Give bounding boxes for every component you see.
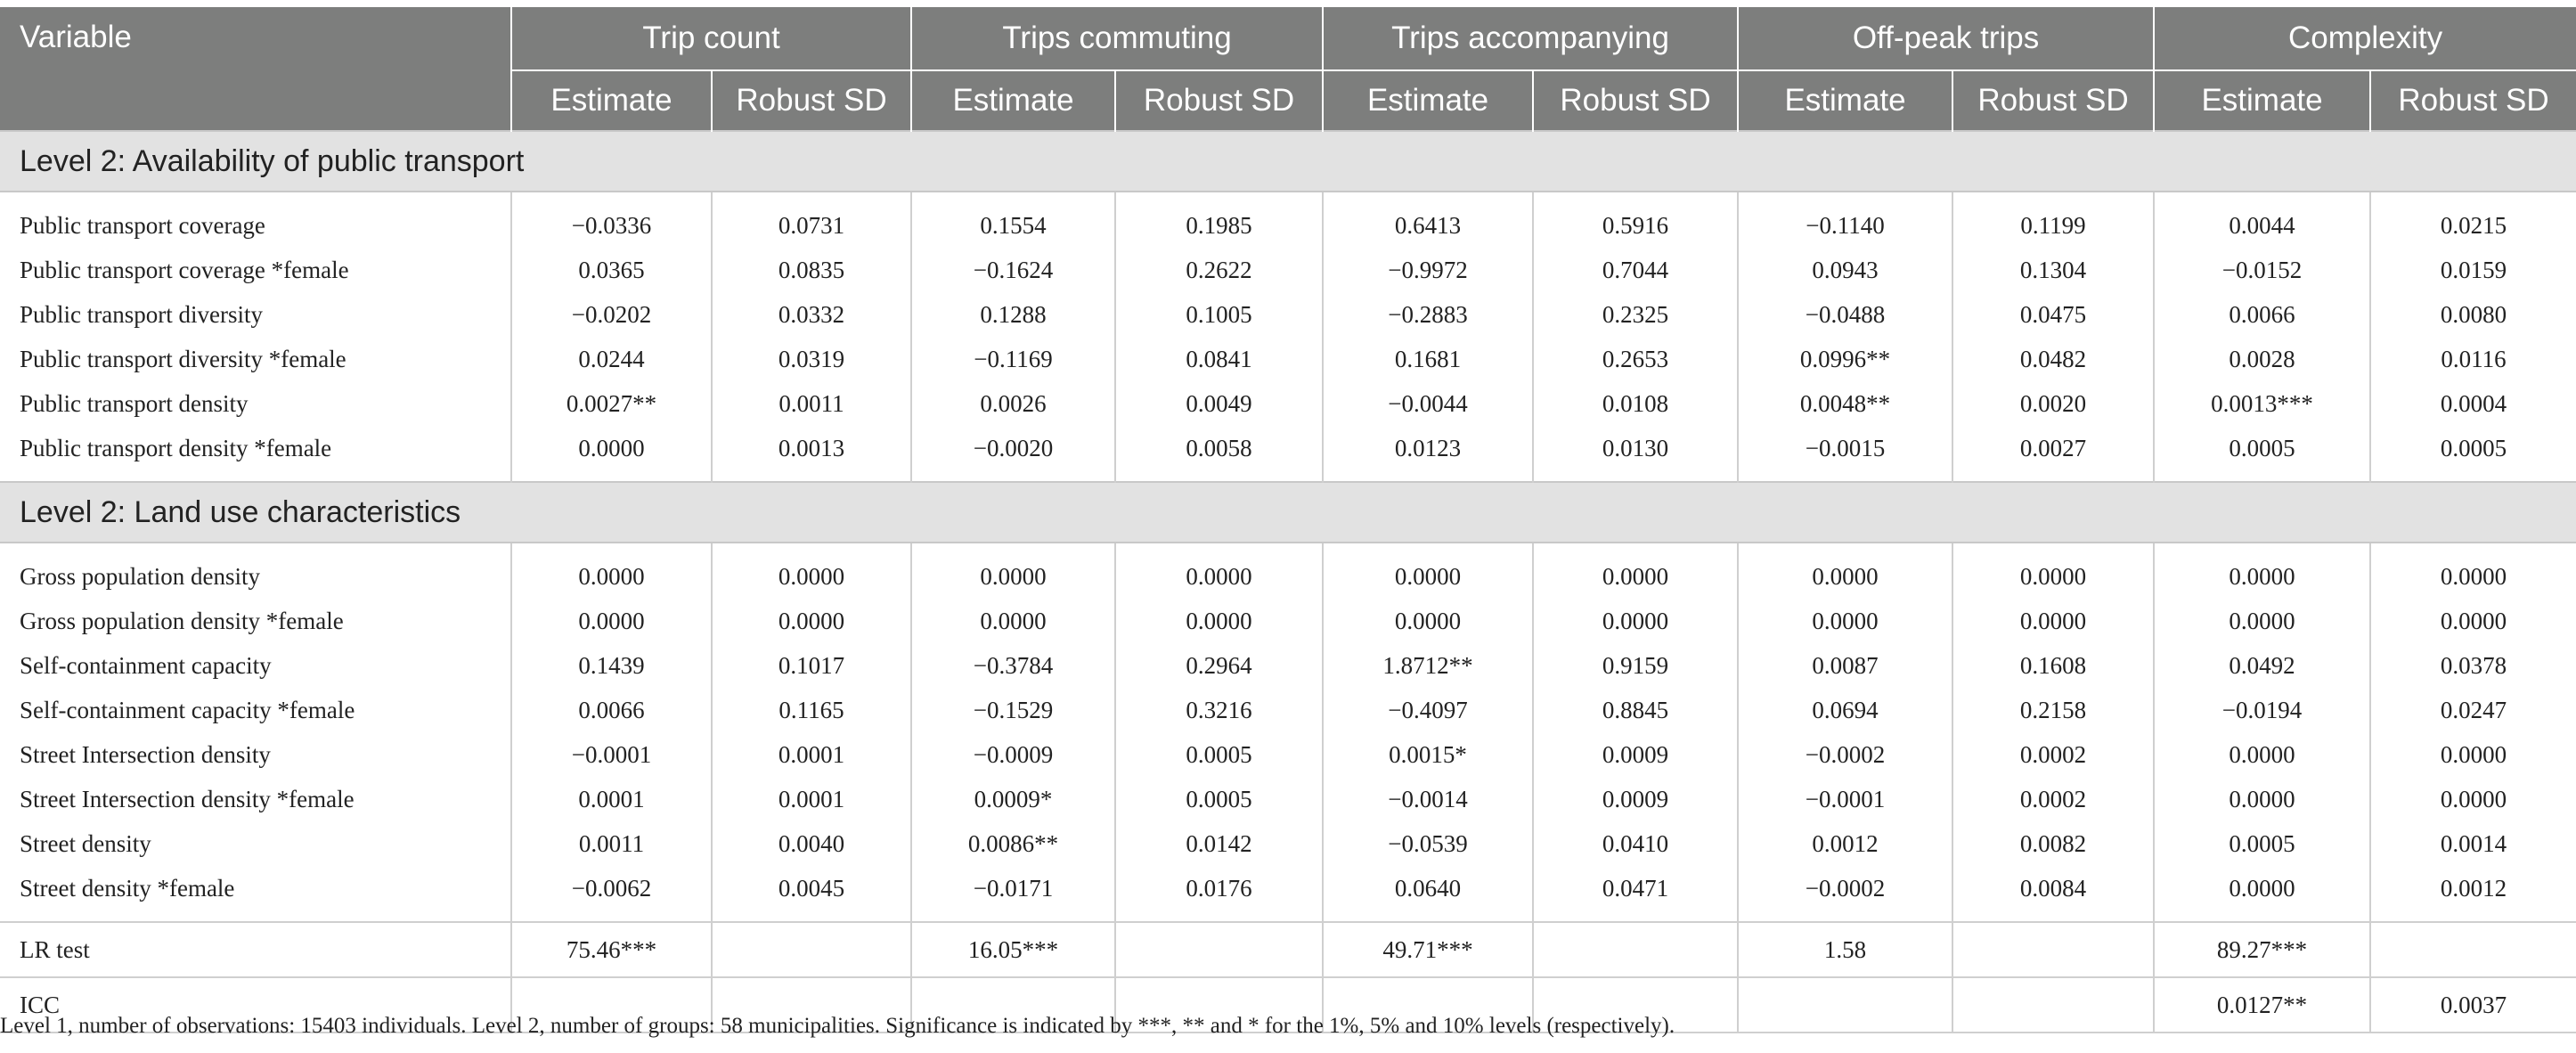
estimate-cell: 0.0001 — [511, 777, 712, 821]
robust-sd-cell: 0.0215 — [2440, 211, 2507, 239]
robust-sd-cell: 0.0475 — [1952, 292, 2154, 337]
estimate-cell: 0.0943 — [1738, 248, 1952, 292]
estimate-cell: −0.3784 — [911, 643, 1115, 688]
robust-sd-cell: 0.2622 — [1115, 248, 1323, 292]
table-row — [0, 192, 2576, 248]
estimate-cell: −0.1624 — [911, 248, 1115, 292]
table-row — [0, 426, 2576, 482]
robust-sd-cell: 0.0000 — [1952, 543, 2154, 599]
robust-sd-cell: 0.2964 — [1115, 643, 1323, 688]
variable-name-cell: Public transport coverage *female — [0, 248, 511, 292]
robust-sd-cell: 0.0000 — [1533, 543, 1738, 599]
table-row — [0, 777, 2576, 821]
variable-name-cell: ICC — [0, 977, 511, 1033]
estimate-cell: 0.0000 — [2154, 543, 2370, 599]
robust-sd-cell: 0.0000 — [712, 599, 911, 643]
estimate-cell: −0.0020 — [911, 426, 1115, 482]
estimate-cell: −0.0194 — [2154, 688, 2370, 732]
estimate-cell: −0.1169 — [911, 337, 1115, 381]
estimate-cell: 0.0000 — [511, 543, 712, 599]
robust-sd-cell: 0.0000 — [712, 543, 911, 599]
robust-sd-cell: 0.0378 — [2440, 651, 2507, 679]
robust-sd-cell: 0.7044 — [1533, 248, 1738, 292]
robust-sd-cell: 0.0130 — [1533, 426, 1738, 482]
robust-sd-cell: 0.9159 — [1533, 643, 1738, 688]
robust-sd-cell: 0.0011 — [712, 381, 911, 426]
sub-header-robust-sd: Robust SD — [1115, 70, 1323, 131]
variable-name-cell: Street density — [0, 821, 511, 866]
estimate-cell: 0.1681 — [1323, 337, 1533, 381]
estimate-cell: −0.1529 — [911, 688, 1115, 732]
robust-sd-cell: 0.0471 — [1533, 866, 1738, 922]
estimate-cell: 0.0012 — [1738, 821, 1952, 866]
estimate-cell: −0.0062 — [511, 866, 712, 922]
robust-sd-cell: 0.0009 — [1533, 777, 1738, 821]
estimate-cell: 0.0000 — [911, 543, 1115, 599]
variable-name-cell: Street density *female — [0, 866, 511, 922]
robust-sd-cell: 0.5916 — [1533, 192, 1738, 248]
variable-name-cell: Gross population density *female — [0, 599, 511, 643]
estimate-cell: −0.0014 — [1323, 777, 1533, 821]
estimate-cell: 0.0005 — [2154, 426, 2370, 482]
group-header-trips-accompanying: Trips accompanying — [1323, 7, 1738, 70]
estimate-cell: 75.46*** — [511, 922, 712, 977]
variable-name-cell: Public transport density — [0, 381, 511, 426]
estimate-cell: 0.0000 — [2154, 777, 2370, 821]
variable-name-cell: Self-containment capacity *female — [0, 688, 511, 732]
table-row — [0, 688, 2576, 732]
estimate-cell: 0.0127** — [2154, 977, 2370, 1033]
sub-header-estimate: Estimate — [1738, 70, 1952, 131]
table-row — [0, 821, 2576, 866]
estimate-cell: 0.0028 — [2154, 337, 2370, 381]
table-footnote: Level 1, number of observations: 15403 individuals. Level 2, number of groups: 58 municipalities. Significance is indicated by ***, ** and * for the 1%, 5% and 10% levels (respectively). — [0, 1014, 1675, 1038]
estimate-cell: −0.0488 — [1738, 292, 1952, 337]
robust-sd-cell: 0.8845 — [1533, 688, 1738, 732]
table-row — [0, 599, 2576, 643]
variable-name-cell: Public transport density *female — [0, 426, 511, 482]
estimate-cell: 1.58 — [1738, 922, 1952, 977]
robust-sd-cell: 0.1608 — [1952, 643, 2154, 688]
robust-sd-cell: 0.0116 — [2441, 345, 2507, 372]
robust-sd-cell: 0.0005 — [1115, 732, 1323, 777]
estimate-cell: 0.0640 — [1323, 866, 1533, 922]
robust-sd-cell: 0.0000 — [2440, 740, 2507, 768]
estimate-cell: −0.0015 — [1738, 426, 1952, 482]
robust-sd-cell: 0.1017 — [712, 643, 911, 688]
table-row — [0, 866, 2576, 922]
estimate-cell: 0.0123 — [1323, 426, 1533, 482]
robust-sd-cell: 0.1165 — [712, 688, 911, 732]
sub-header-estimate: Estimate — [511, 70, 712, 131]
estimate-cell: 1.8712** — [1323, 643, 1533, 688]
estimate-cell: −0.1140 — [1738, 192, 1952, 248]
robust-sd-cell: 0.0058 — [1115, 426, 1323, 482]
robust-sd-cell: 0.0012 — [2440, 874, 2507, 902]
table-row — [0, 381, 2576, 426]
estimate-cell: 0.6413 — [1323, 192, 1533, 248]
estimate-cell: 0.0000 — [1738, 599, 1952, 643]
section-title: Level 2: Availability of public transport — [0, 131, 2576, 192]
robust-sd-cell — [1952, 922, 2154, 977]
estimate-cell: 0.0000 — [2154, 599, 2370, 643]
estimate-cell: 0.0000 — [1323, 599, 1533, 643]
estimate-cell: 0.0013*** — [2154, 381, 2370, 426]
sub-header-robust-sd: Robust SD — [712, 70, 911, 131]
estimate-cell: 0.1554 — [911, 192, 1115, 248]
robust-sd-cell: 0.0835 — [712, 248, 911, 292]
estimate-cell: −0.0001 — [511, 732, 712, 777]
robust-sd-cell: 0.0000 — [1533, 599, 1738, 643]
robust-sd-cell: 0.0000 — [1952, 599, 2154, 643]
robust-sd-cell — [1115, 922, 1323, 977]
estimate-cell: −0.0002 — [1738, 732, 1952, 777]
robust-sd-cell: 0.0841 — [1115, 337, 1323, 381]
robust-sd-cell: 0.0332 — [712, 292, 911, 337]
robust-sd-cell: 0.0247 — [2440, 696, 2507, 723]
table-row — [0, 732, 2576, 777]
robust-sd-cell: 0.0410 — [1533, 821, 1738, 866]
variable-name-cell: Public transport coverage — [0, 192, 511, 248]
robust-sd-cell: 0.0045 — [712, 866, 911, 922]
robust-sd-cell: 0.0005 — [1115, 777, 1323, 821]
variable-name-cell: Public transport diversity — [0, 292, 511, 337]
robust-sd-cell: 0.2325 — [1533, 292, 1738, 337]
estimate-cell: 0.0365 — [511, 248, 712, 292]
estimate-cell — [1738, 977, 1952, 1033]
estimate-cell: −0.0002 — [1738, 866, 1952, 922]
estimate-cell: 0.0000 — [2154, 866, 2370, 922]
group-header-off-peak-trips: Off-peak trips — [1738, 7, 2154, 70]
estimate-cell: 0.0087 — [1738, 643, 1952, 688]
group-header-complexity: Complexity — [2154, 7, 2576, 70]
estimate-cell: 0.0000 — [911, 599, 1115, 643]
robust-sd-cell: 0.0037 — [2370, 977, 2576, 1033]
robust-sd-cell — [712, 922, 911, 977]
robust-sd-cell: 0.1005 — [1115, 292, 1323, 337]
estimate-cell: 0.0027** — [511, 381, 712, 426]
estimate-cell: −0.0001 — [1738, 777, 1952, 821]
robust-sd-cell: 0.0082 — [1952, 821, 2154, 866]
section-header-row — [0, 131, 2576, 192]
robust-sd-cell: 0.0159 — [2440, 256, 2507, 283]
robust-sd-cell: 0.0000 — [2440, 785, 2507, 812]
table-row — [0, 337, 2576, 381]
robust-sd-cell: 0.0040 — [712, 821, 911, 866]
robust-sd-cell — [1533, 922, 1738, 977]
robust-sd-cell: 0.0005 — [2440, 434, 2507, 461]
estimate-cell: −0.0202 — [511, 292, 712, 337]
robust-sd-cell: 0.0142 — [1115, 821, 1323, 866]
robust-sd-cell: 0.0001 — [712, 732, 911, 777]
estimate-cell: −0.0044 — [1323, 381, 1533, 426]
robust-sd-cell: 0.1199 — [1952, 192, 2154, 248]
robust-sd-cell: 0.0014 — [2440, 829, 2507, 857]
table-row — [0, 292, 2576, 337]
estimate-cell: 0.0011 — [511, 821, 712, 866]
estimate-cell: 0.0996** — [1738, 337, 1952, 381]
estimate-cell: 0.0026 — [911, 381, 1115, 426]
robust-sd-cell: 0.0002 — [1952, 732, 2154, 777]
estimate-cell: 49.71*** — [1323, 922, 1533, 977]
robust-sd-cell: 0.0000 — [1115, 599, 1323, 643]
table-row — [0, 248, 2576, 292]
robust-sd-cell: 0.0176 — [1115, 866, 1323, 922]
estimate-cell: 0.0244 — [511, 337, 712, 381]
robust-sd-cell: 0.0084 — [1952, 866, 2154, 922]
estimate-cell: 0.0694 — [1738, 688, 1952, 732]
robust-sd-cell: 0.1304 — [1952, 248, 2154, 292]
variable-name-cell: Street Intersection density *female — [0, 777, 511, 821]
estimate-cell: −0.0009 — [911, 732, 1115, 777]
sub-header-robust-sd: Robust SD — [1533, 70, 1738, 131]
robust-sd-cell: 0.0000 — [2440, 562, 2507, 590]
robust-sd-cell: 0.0080 — [2440, 300, 2507, 328]
estimate-cell: 0.0086** — [911, 821, 1115, 866]
lr-test-row — [0, 922, 2576, 977]
estimate-cell: −0.0336 — [511, 192, 712, 248]
estimate-cell: 0.0492 — [2154, 643, 2370, 688]
estimate-cell: −0.2883 — [1323, 292, 1533, 337]
estimate-cell: −0.0152 — [2154, 248, 2370, 292]
robust-sd-cell: 0.0013 — [712, 426, 911, 482]
robust-sd-cell: 0.0000 — [2440, 607, 2507, 634]
variable-name-cell: Public transport diversity *female — [0, 337, 511, 381]
sub-header-estimate: Estimate — [2154, 70, 2370, 131]
estimate-cell: 0.1288 — [911, 292, 1115, 337]
table-row — [0, 543, 2576, 599]
header-row-groups — [0, 7, 2576, 70]
section-header-row — [0, 482, 2576, 543]
group-header-trip-count: Trip count — [511, 7, 911, 70]
robust-sd-cell: 0.3216 — [1115, 688, 1323, 732]
estimate-cell: −0.0171 — [911, 866, 1115, 922]
estimate-cell: 0.1439 — [511, 643, 712, 688]
estimate-cell: 89.27*** — [2154, 922, 2370, 977]
estimate-cell: 0.0005 — [2154, 821, 2370, 866]
estimate-cell: 0.0000 — [2154, 732, 2370, 777]
group-header-trips-commuting: Trips commuting — [911, 7, 1323, 70]
estimate-cell: 0.0000 — [1323, 543, 1533, 599]
robust-sd-cell: 0.0001 — [712, 777, 911, 821]
robust-sd-cell: 0.0002 — [1952, 777, 2154, 821]
variable-name-cell: Self-containment capacity — [0, 643, 511, 688]
estimate-cell: 0.0000 — [511, 599, 712, 643]
estimate-cell: 0.0015* — [1323, 732, 1533, 777]
estimate-cell: 16.05*** — [911, 922, 1115, 977]
estimate-cell: 0.0048** — [1738, 381, 1952, 426]
sub-header-robust-sd: Robust SD — [2370, 70, 2576, 131]
robust-sd-cell: 0.0319 — [712, 337, 911, 381]
sub-header-estimate: Estimate — [1323, 70, 1533, 131]
robust-sd-cell: 0.1985 — [1115, 192, 1323, 248]
variable-name-cell: Gross population density — [0, 543, 511, 599]
sub-header-estimate: Estimate — [911, 70, 1115, 131]
robust-sd-cell: 0.0027 — [1952, 426, 2154, 482]
sub-header-robust-sd: Robust SD — [1952, 70, 2154, 131]
variable-name-cell: LR test — [0, 922, 511, 977]
variable-header: Variable — [0, 7, 511, 131]
variable-name-cell: Street Intersection density — [0, 732, 511, 777]
estimate-cell: −0.0539 — [1323, 821, 1533, 866]
estimate-cell: 0.0000 — [511, 426, 712, 482]
robust-sd-cell: 0.0000 — [1115, 543, 1323, 599]
estimate-cell: −0.4097 — [1323, 688, 1533, 732]
estimate-cell: 0.0066 — [2154, 292, 2370, 337]
robust-sd-cell: 0.0004 — [2440, 389, 2507, 417]
robust-sd-cell: 0.0020 — [1952, 381, 2154, 426]
estimate-cell: 0.0066 — [511, 688, 712, 732]
robust-sd-cell: 0.0108 — [1533, 381, 1738, 426]
section-title: Level 2: Land use characteristics — [0, 482, 2576, 543]
estimate-cell: 0.0044 — [2154, 192, 2370, 248]
estimate-cell: 0.0009* — [911, 777, 1115, 821]
robust-sd-cell: 0.0049 — [1115, 381, 1323, 426]
robust-sd-cell: 0.0009 — [1533, 732, 1738, 777]
robust-sd-cell — [1952, 977, 2154, 1033]
estimate-cell: −0.9972 — [1323, 248, 1533, 292]
robust-sd-cell: 0.2653 — [1533, 337, 1738, 381]
estimate-cell: 0.0000 — [1738, 543, 1952, 599]
table-row — [0, 643, 2576, 688]
results-table — [0, 7, 2576, 1033]
robust-sd-cell: 0.0482 — [1952, 337, 2154, 381]
robust-sd-cell: 0.0731 — [712, 192, 911, 248]
robust-sd-cell — [2370, 922, 2576, 977]
robust-sd-cell: 0.2158 — [1952, 688, 2154, 732]
